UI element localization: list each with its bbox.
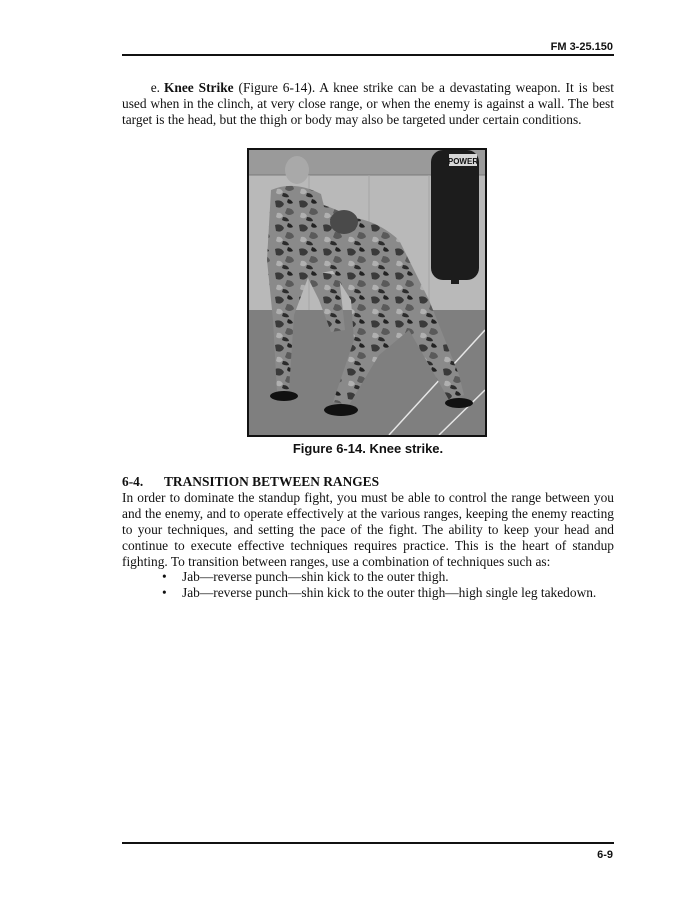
knee-strike-photo (247, 148, 487, 437)
list-item-text: Jab—reverse punch—shin kick to the outer thigh. (182, 569, 449, 584)
bag-label: POWER (447, 157, 479, 166)
paragraph-text: (Figure 6-14). A knee strike can be a devastating weapon. It is best used when in the clinch, at very close range, or when the enemy is against a wall. The best target is the head, but the thigh or body may also be targeted under certain conditions. (122, 80, 614, 127)
list-item-text: Jab—reverse punch—shin kick to the outer thigh—high single leg takedown. (182, 585, 597, 600)
section-title: TRANSITION BETWEEN RANGES (164, 474, 380, 489)
footer-rule (122, 842, 614, 844)
header-rule (122, 54, 614, 56)
page-number: 6-9 (597, 849, 613, 861)
bullet-icon: • (162, 585, 167, 600)
figure-caption: Figure 6-14. Knee strike. (292, 441, 444, 456)
list-item (122, 569, 614, 585)
technique-list (122, 569, 614, 601)
paragraph-letter: e. (150, 80, 160, 95)
section-body: In order to dominate the standup fight, you must be able to control the range between you and the enemy, and to operate effectively at the various ranges, keeping the enemy reacting to your techniques, and setting the pace of the fight. The ability to keep your head and continue to execute effective techniques requires practice. This is the heart of standup fighting. To transition between ranges, use a combination of techniques such as: (122, 490, 614, 569)
section-heading (122, 474, 379, 490)
section-number: 6-4. (122, 474, 144, 489)
list-item (122, 585, 614, 601)
knee-strike-illustration (249, 150, 485, 435)
paragraph-knee-strike (122, 80, 614, 128)
document-code: FM 3-25.150 (550, 41, 613, 53)
paragraph-term: Knee Strike (164, 80, 234, 95)
bullet-icon: • (162, 569, 167, 584)
